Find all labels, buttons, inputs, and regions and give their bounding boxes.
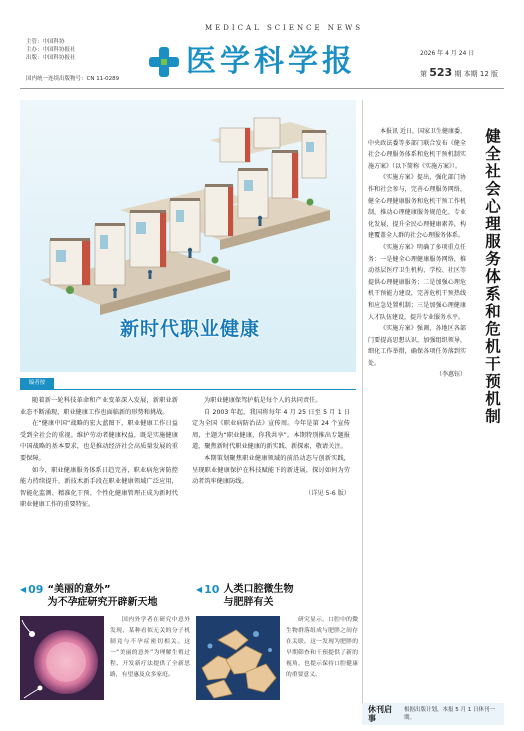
teaser-title	[47, 583, 157, 609]
bullet-icon: ◀	[196, 585, 203, 594]
issue-suffix: 期 本期 12 版	[454, 70, 499, 78]
newspaper-logo	[148, 44, 393, 80]
teaser-title-line: 与肥胖有关	[223, 597, 274, 608]
editor-note-paragraph: 自 2003 年起，我国将每年 4 月 25 日至 5 月 1 日定为全国《职业病防治法》宣传周。今年是第 24 个宣传周，主题为“职业健康，你我共享”。本期特别推出专题报道，聚焦新时代职业健康的新实践、新探索，敬请关注。	[192, 408, 350, 451]
article-paragraph: 《实施方案》明确了多项重点任务：一是健全心理健康服务网络，推动基层医疗卫生机构、学校、社区等提供心理健康服务；二是加强心理危机干预能力建设，完善危机干预热线和应急处置机制；三是加强心理健康人才队伍建设，提升专业服务水平。	[368, 243, 466, 321]
hero-title: 新时代职业健康	[120, 318, 261, 340]
issue-date: 2026 年 4 月 24 日	[420, 50, 475, 57]
sponsor-line: 主办：中国科协报社	[26, 47, 76, 53]
teaser-summary: 研究显示，口腔中的微生物群落组成与肥胖之间存在关联。这一发现为肥胖的早期筛查和干预提供了新的视角，也提示保持口腔健康的重要意义。	[286, 617, 358, 678]
issue-prefix: 第	[420, 70, 427, 78]
editor-note-paragraph: 为职业健康保驾护航是每个人的共同责任。	[204, 397, 322, 404]
hero-illustration	[20, 100, 356, 372]
notice-text: 根据出版计划，本报 5 月 1 日休刊一期。	[404, 707, 495, 721]
teaser-title-line: “美丽的意外”	[47, 584, 111, 595]
oral-microbe-image	[196, 616, 280, 700]
teaser-summary: 国内外学者在研究中意外发现，某种看似无关的分子机制竟与不孕症密切相关。这一“美丽的意外”为理解生殖过程、开发新疗法提供了全新思路，有望惠及众多家庭。	[110, 617, 190, 678]
issue-number-value: 523	[429, 66, 453, 79]
masthead-divider	[20, 88, 504, 89]
editor-note-tag: 编者按	[20, 378, 54, 389]
column-divider	[362, 100, 363, 705]
teaser-header	[196, 583, 358, 609]
editor-note-column-1	[20, 395, 178, 511]
article-byline: （李惠钰）	[435, 371, 466, 379]
bullet-icon: ◀	[20, 585, 27, 594]
teaser-10[interactable]	[196, 583, 358, 703]
teaser-title	[223, 583, 293, 609]
egg-cell-image	[20, 616, 104, 700]
article-paragraph: 本报讯 近日，国家卫生健康委、中央政法委等多部门联合发布《健全社会心理服务体系和危机干预机制实施方案》（以下简称《实施方案》）。	[368, 128, 466, 170]
editor-note-paragraph: 本期策划聚焦职业健康领域的前沿动态与创新实践，呈现职业健康保护在科技赋能下的新进展，探讨如何为劳动者筑牢健康防线。	[192, 454, 350, 486]
suspension-notice	[362, 703, 504, 725]
notice-label: 休刊启事	[368, 705, 392, 723]
article-paragraph: 《实施方案》强调，各地区各部门要提高思想认识，加强组织领导，细化工作举措，确保各项任务落到实处。	[368, 325, 466, 367]
teaser-09[interactable]	[20, 583, 190, 703]
teaser-page-number: 10	[204, 583, 220, 596]
article-paragraph: 《实施方案》提出，强化部门协作和社会参与，完善心理服务网络，健全心理健康服务和危机干预工作机制，推动心理健康服务规范化、专业化发展，提升全民心理健康素养，构建覆盖全人群的社会心理服务体系。	[368, 174, 466, 240]
sponsor-line: 主管：中国科协	[26, 39, 65, 45]
issn-number: 国内统一连续出版物号：CN 11-0289	[26, 76, 120, 82]
teaser-page-number: 09	[28, 583, 44, 596]
teaser-title-line: 为不孕症研究开辟新天地	[47, 597, 158, 608]
medical-cross-icon	[148, 46, 180, 78]
issue-number	[420, 66, 498, 79]
editor-note-paragraph: 在“健康中国”战略的宏大蓝图下，职业健康工作日益受到全社会的重视。维护劳动者健康权益，既是实施健康中国战略的基本要求，也是推动经济社会高质量发展的重要保障。	[20, 420, 178, 462]
masthead	[0, 0, 524, 92]
teaser-header	[20, 583, 190, 609]
english-name: MEDICAL SCIENCE NEWS	[205, 24, 364, 32]
logo-text: 医学科学报	[186, 44, 356, 79]
editor-note-page-ref: （详见 5-6 版）	[305, 489, 350, 497]
editor-note-divider	[20, 389, 356, 390]
right-article-headline[interactable]: 健全社会心理服务体系和危机干预机制	[483, 128, 501, 426]
editor-note-paragraph: 随着新一轮科技革命和产业变革深入发展，新职业新业态不断涌现，职业健康工作也面临新的形势和挑战。	[20, 397, 178, 416]
editor-note-column-2	[192, 395, 350, 499]
right-article-body	[368, 126, 466, 381]
sponsor-line: 出版：中国科协报社	[26, 55, 76, 61]
teaser-title-line: 人类口腔微生物	[223, 584, 294, 595]
editor-note-paragraph: 如今，职业健康服务体系日趋完善，职业病危害防控能力持续提升，新技术新手段在职业健康领域广泛应用，智能化监测、精准化干预、个性化健康管理正成为新时代职业健康工作的重要特征。	[20, 466, 178, 509]
publisher-info	[26, 38, 76, 62]
